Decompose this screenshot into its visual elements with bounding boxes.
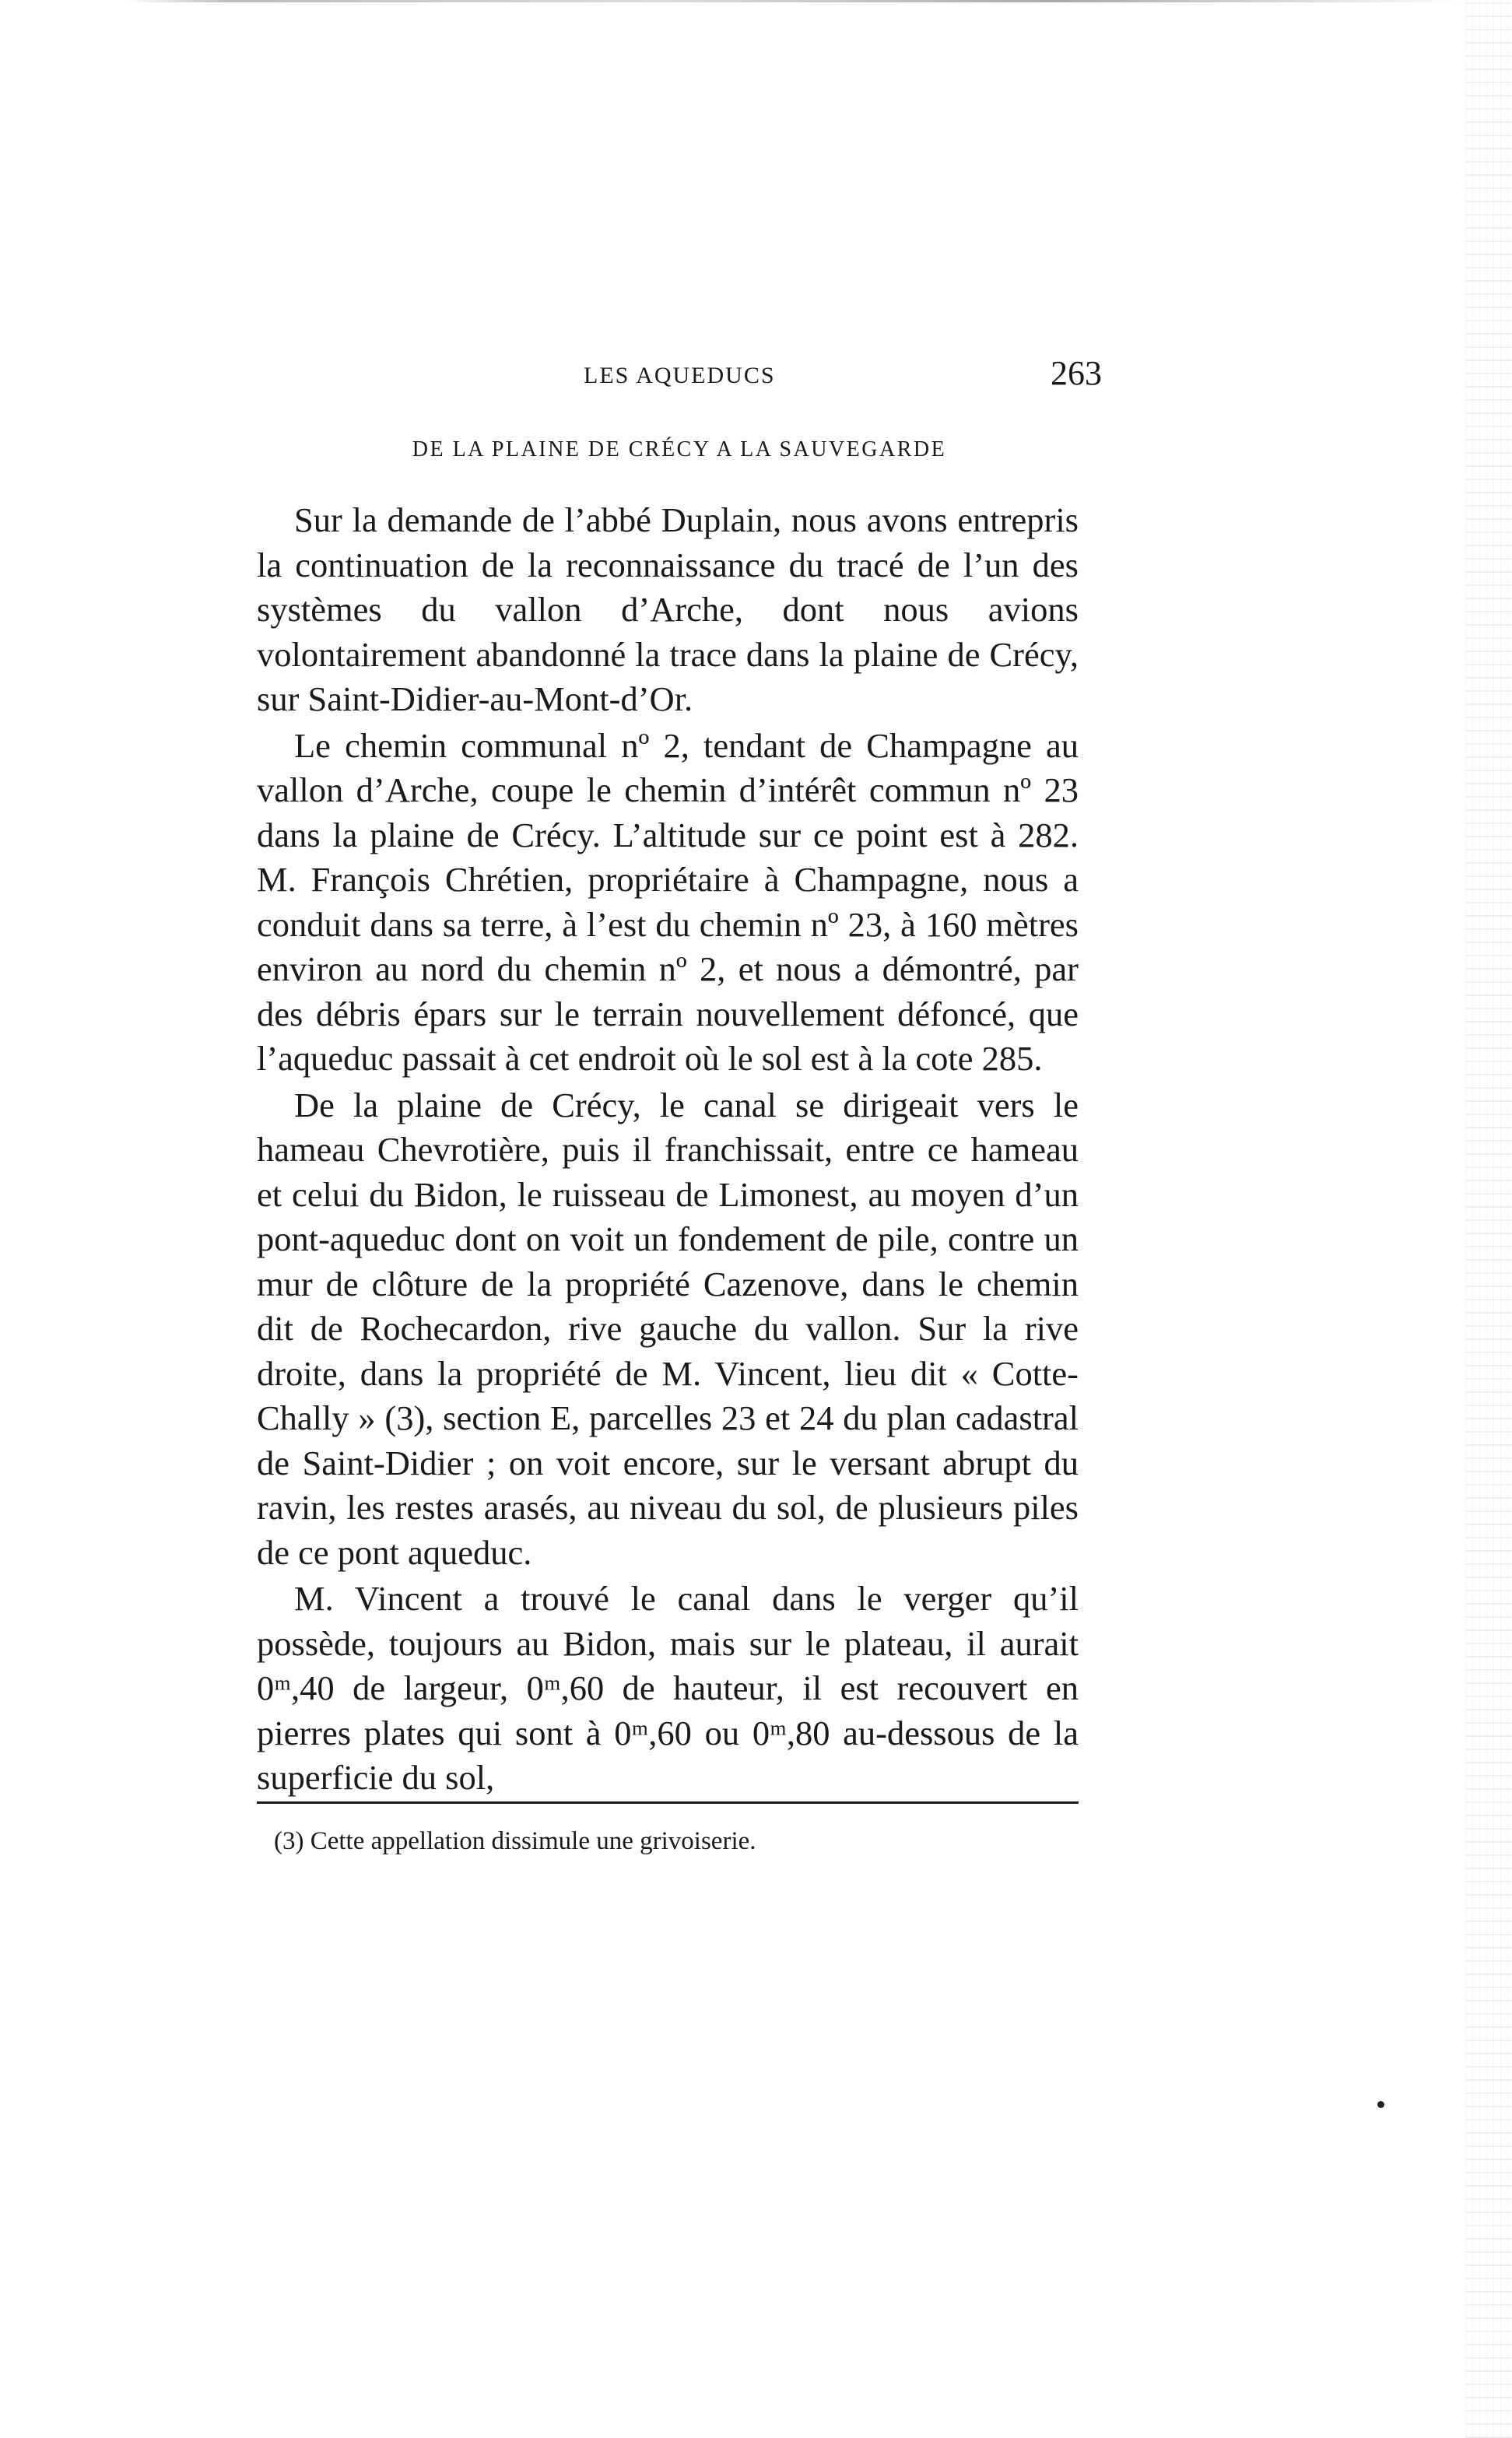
scan-speck — [1377, 2101, 1384, 2108]
footnote-divider — [257, 1801, 1079, 1804]
page-top-edge — [125, 0, 1463, 2]
paragraph-3: De la plaine de Crécy, le canal se dirigeait vers le hameau Chevrotière, puis il franchissait, entre ce hameau et celui du Bidon, le ruisseau de Limonest, au moyen d’un pont-aqueduc dont on voit un fondement de pile, contre un mur de clôture de la propriété Cazenove, dans le chemin dit de Rochecardon, rive gauche du vallon. Sur la rive droite, dans la propriété de M. Vincent, lieu dit « Cotte-Chally » (3), section E, parcelles 23 et 24 du plan cadastral de Saint-Didier ; on voit encore, sur le versant abrupt du ravin, les restes arasés, au niveau du sol, de plusieurs piles de ce pont aqueduc. — [257, 1085, 1079, 1572]
paragraph-2: Le chemin communal nº 2, tendant de Champagne au vallon d’Arche, coupe le chemin d’intérêt commun nº 23 dans la plaine de Crécy. L’altitude sur ce point est à 282. M. François Chrétien, propriétaire à Champagne, nous a conduit dans sa terre, à l’est du chemin nº 23, à 160 mètres environ au nord du chemin nº 2, et nous a démontré, par des débris épars sur le terrain nouvellement défoncé, que l’aqueduc passait à cet endroit où le sol est à la cote 285. — [257, 725, 1079, 1078]
running-head — [257, 356, 1102, 403]
paragraph-1: Sur la demande de l’abbé Duplain, nous avons entrepris la continuation de la reconnaissance du tracé de l’un des systèmes du vallon d’Arche, dont nous avions volontairement abandonné la trace dans la plaine de Crécy, sur Saint-Didier-au-Mont-d’Or. — [257, 500, 1079, 718]
running-head-title: LES AQUEDUCS — [584, 363, 776, 388]
section-heading: DE LA PLAINE DE CRÉCY A LA SAUVEGARDE — [412, 437, 947, 461]
body-text — [257, 498, 1079, 1802]
footnote: (3) Cette appellation dissimule une grivoiserie. — [274, 1827, 756, 1855]
paragraph-4: M. Vincent a trouvé le canal dans le verger qu’il possède, toujours au Bidon, mais sur le plateau, il aurait 0ᵐ,40 de largeur, 0ᵐ,60 de hauteur, il est recouvert en pierres plates qui sont à 0ᵐ,60 ou 0ᵐ,80 au-dessous de la superficie du sol, — [257, 1579, 1079, 1797]
page-number: 263 — [1051, 354, 1102, 392]
scan-edge-noise — [1465, 0, 1512, 2438]
